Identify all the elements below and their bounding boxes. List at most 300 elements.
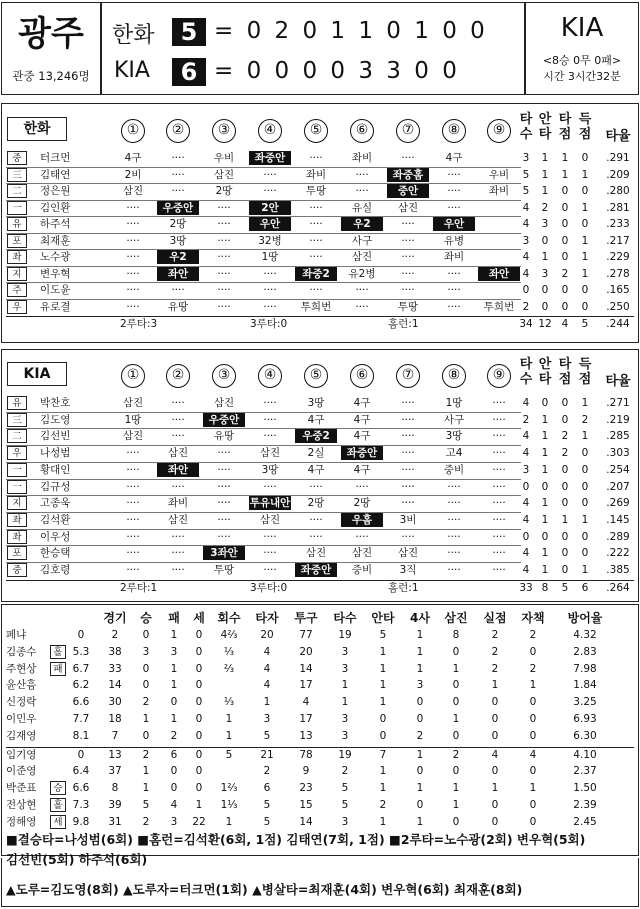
away-player-stat: 1 [581,251,589,263]
home-player-stat: 0 [581,463,589,476]
pitcher-stat: 23 [299,782,313,795]
home-at-bat-result: ···· [126,463,140,476]
pitcher-stat: 3 [263,713,271,725]
away-row-separator [6,167,521,168]
home-at-bat-result: ···· [447,497,461,510]
home-at-bat-result: 4구 [353,397,371,409]
pitcher-entry-inning: 8.1 [72,729,90,742]
home-at-bat-result: 1땅 [445,397,463,409]
home-at-bat-result: ···· [217,463,231,476]
pitcher-stat: 2 [379,799,387,811]
away-at-bat-result: 우2 [157,250,199,264]
home-at-bat-result: ···· [309,513,323,526]
away-at-bat-result: ···· [263,185,277,197]
home-row-separator [6,545,521,546]
pitcher-stat: 1 [452,799,460,811]
away-footer-item: 2루타:3 [120,318,158,330]
pitcher-stat: 1 [225,713,233,725]
away-inning-5: ⑤ [304,119,328,143]
home-player-avg: .269 [606,497,630,510]
pitcher-stat: 2 [452,748,460,761]
home-player-stat: 1 [541,513,549,526]
away-footer-item: 3루타:0 [250,318,288,330]
pitcher-stat: 21 [260,748,274,761]
home-player-name: 김선빈 [40,430,71,443]
home-player-position: 우 [7,446,27,460]
notes-line-3: ▲도루=김도영(8회) ▲도루자=터크먼(1회) ▲병살타=최재훈(4회) 변우혁(6회) 최재훈(8회) [6,882,523,897]
away-at-bat-result: 우비 [213,152,235,164]
home-at-bat-result: ···· [447,564,461,576]
away-at-bat-result: 우비 [488,168,510,181]
home-at-bat-result: 4구 [353,463,371,476]
home-player-avg: .222 [606,547,630,560]
home-at-bat-result: 3좌안 [203,546,245,560]
home-at-bat-result: ···· [263,397,277,409]
pitcher-stat: 13 [108,748,122,761]
pitcher-stat: 1 [263,696,271,709]
home-at-bat-result: ···· [171,564,185,576]
home-player-stat: 0 [541,480,549,493]
home-player-name: 이우성 [40,530,71,543]
pitcher-stat: 1⅓ [220,799,238,811]
pitcher-stat: 5 [263,729,271,742]
away-player-position: 우 [7,300,27,314]
home-player-position: 二 [7,429,27,443]
home-player-stat: 1 [581,513,589,526]
pitcher-name: 페냐 [6,629,27,641]
away-at-bat-result: ···· [217,218,231,230]
home-at-bat-result: ···· [447,480,461,493]
pitcher-stat: 1.50 [573,782,597,795]
home-stat-header-top-1: 안 [538,357,552,372]
home-at-bat-result: ···· [447,547,461,560]
away-runs-badge: 5 [172,18,206,46]
home-at-bat-result: ···· [401,430,415,443]
home-at-bat-result: 삼진 [213,397,235,409]
away-row-separator [6,200,521,201]
pitcher-stat: 2 [491,629,499,641]
pitcher-stat: 0 [452,696,460,709]
home-player-stat: 3 [522,463,530,476]
away-at-bat-result: ···· [355,284,369,296]
home-at-bat-result: 4구 [353,430,371,443]
home-at-bat-result: 투유내안 [249,497,291,510]
pitcher-stat: 0 [491,799,499,811]
away-inning-9: ⑨ [487,119,511,143]
away-inning-4: ④ [258,119,282,143]
home-at-bat-result: ···· [263,530,277,543]
home-player-stat: 1 [561,513,569,526]
pitching-header: 승 [140,611,152,625]
away-at-bat-result: 투희번 [300,300,332,313]
away-at-bat-result: 2비 [124,168,142,181]
home-player-name: 김석환 [40,513,71,526]
away-player-stat: 0 [581,218,589,230]
home-at-bat-result: ···· [401,480,415,493]
pitcher-stat: 4 [263,645,271,658]
home-total-stat: 33 [519,581,533,594]
away-at-bat-result: 우안 [433,217,475,231]
home-at-bat-result: ···· [126,547,140,560]
pitcher-stat: 1 [452,782,460,795]
away-player-avg: .291 [606,152,630,164]
home-team-name: KIA [114,58,150,83]
pitcher-entry-inning: 6.6 [72,696,90,709]
home-at-bat-result: 고4 [445,447,463,460]
home-at-bat-result: ···· [171,413,185,426]
away-at-bat-result: ···· [217,201,231,214]
pitcher-stat: 17 [299,713,313,725]
away-player-stat: 2 [541,201,549,214]
away-player-stat: 0 [561,185,569,197]
pitcher-stat: 0 [491,696,499,709]
away-at-bat-result: 우안 [249,217,291,231]
home-inning-9: ⑨ [487,364,511,388]
home-player-name: 한승택 [40,547,71,560]
pitching-header: 타수 [333,611,357,625]
home-at-bat-result: ···· [492,397,506,409]
home-at-bat-result: 삼진 [259,513,281,526]
home-at-bat-result: 좌중안 [295,563,337,577]
away-at-bat-result: 유병 [443,234,465,247]
home-at-bat-result: 삼진 [122,397,144,409]
away-stat-header-top-0: 타 [519,112,533,127]
pitcher-stat: 5 [379,629,387,641]
pitcher-stat: 0 [195,679,203,692]
away-player-avg: .250 [606,300,630,313]
home-at-bat-result: ···· [217,447,231,460]
away-total-avg: .244 [606,318,630,330]
pitcher-stat: 0 [452,765,460,778]
home-total-stat: 8 [541,581,549,594]
home-at-bat-result: 사구 [443,413,465,426]
venue: 광주 [18,14,84,54]
away-at-bat-result: ···· [401,267,415,280]
pitcher-stat: 0 [491,815,499,828]
away-at-bat-result: 좌중안 [249,151,291,165]
pitcher-stat: 7 [379,748,387,761]
pitcher-stat: 1 [416,815,424,828]
away-inning-7: ⑦ [396,119,420,143]
home-player-position: 유 [7,396,27,410]
away-player-stat: 1 [541,152,549,164]
home-at-bat-result: ···· [171,430,185,443]
pitcher-stat: 2 [263,765,271,778]
pitcher-stat: 1 [379,782,387,795]
away-at-bat-result: 삼진 [397,201,419,214]
pitcher-stat: 2 [529,629,537,641]
pitcher-stat: 5 [341,782,349,795]
pitcher-stat: 1 [491,679,499,692]
pitcher-stat: 14 [299,815,313,828]
pitcher-stat: 0 [170,765,178,778]
home-at-bat-result: ···· [492,413,506,426]
home-at-bat-result: ···· [492,447,506,460]
pitcher-stat: 15 [299,799,313,811]
away-row-separator [6,299,521,300]
home-at-bat-result: ···· [492,480,506,493]
home-at-bat-result: ···· [263,480,277,493]
away-at-bat-result: ···· [447,201,461,214]
away-at-bat-result: 삼진 [122,185,144,197]
away-at-bat-result: ···· [126,201,140,214]
home-team-label: KIA [7,362,67,386]
away-at-bat-result: 좌중2 [295,267,337,281]
away-player-name: 정은원 [40,185,71,197]
home-inning-5: ⑤ [304,364,328,388]
away-footer-item: 홈런:1 [388,318,419,330]
pitching-header: 안타 [371,611,395,625]
home-at-bat-result: 2실 [307,447,325,460]
pitcher-stat: 0 [529,815,537,828]
pitcher-entry-inning: 6.2 [72,679,90,692]
pitcher-stat: 3 [341,662,349,675]
pitcher-stat: 6 [263,782,271,795]
away-row-separator [6,233,521,234]
home-at-bat-result: ···· [492,463,506,476]
pitching-header: 4사 [410,611,430,625]
home-total-stat: 6 [581,581,589,594]
pitcher-stat: 1 [529,679,537,692]
pitcher-stat: 0 [142,729,150,742]
pitcher-stat: 1 [341,696,349,709]
away-total-stat: 12 [538,318,552,330]
away-player-stat: 1 [541,251,549,263]
away-row-separator [6,266,521,267]
away-at-bat-result: ···· [217,284,231,296]
pitcher-stat: 13 [299,729,313,742]
home-footer-item: 3루타:0 [250,581,288,594]
home-player-stat: 1 [581,564,589,576]
pitcher-stat: 3 [341,713,349,725]
pitcher-stat: ⅓ [223,696,235,709]
pitcher-stat: 4⅔ [220,629,238,641]
home-at-bat-result: 삼진 [167,513,189,526]
pitcher-stat: 1 [529,782,537,795]
pitcher-stat: 8 [452,629,460,641]
pitcher-stat: 0 [416,713,424,725]
pitcher-stat: 2 [491,662,499,675]
home-row-separator [6,428,521,429]
pitcher-stat: 0 [379,713,387,725]
away-stat-header-bottom-0: 수 [519,127,533,142]
away-player-stat: 1 [561,168,569,181]
pitcher-stat: 3.25 [573,696,597,709]
home-footer-item: 2루타:1 [120,581,158,594]
pitcher-name: 신정락 [6,696,37,709]
home-player-stat: 0 [561,397,569,409]
home-at-bat-result: ···· [217,480,231,493]
pitcher-stat: 37 [108,765,122,778]
home-player-position: 一 [7,463,27,477]
home-at-bat-result: ···· [126,530,140,543]
away-player-position: 一 [7,201,27,215]
home-at-bat-result: 3땅 [445,430,463,443]
away-player-name: 하주석 [40,218,71,230]
pitcher-stat: 1 [195,799,203,811]
home-at-bat-result: 삼진 [259,447,281,460]
home-player-stat: 4 [522,513,530,526]
away-at-bat-result: 3땅 [169,234,187,247]
home-total-avg: .264 [606,581,630,594]
away-player-stat: 2 [561,267,569,280]
winner-record: <8승 0무 0패> [542,54,622,67]
pitcher-stat: 4.10 [573,748,597,761]
home-stat-header-bottom-0: 수 [519,372,533,387]
home-player-stat: 0 [581,480,589,493]
pitcher-name: 박준표 [6,782,37,795]
pitcher-stat: 1 [170,629,178,641]
away-at-bat-result: ···· [217,300,231,313]
home-player-stat: 4 [522,397,530,409]
away-stat-header-top-3: 득 [578,112,592,127]
pitcher-stat: 18 [108,713,122,725]
home-player-stat: 0 [541,397,549,409]
away-at-bat-result: ···· [309,251,323,263]
home-player-stat: 1 [541,430,549,443]
pitching-header: 삼진 [444,611,468,625]
pitcher-stat: 1 [142,713,150,725]
pitcher-stat: 0 [491,713,499,725]
pitcher-stat: 3 [170,645,178,658]
pitcher-stat: 19 [338,629,352,641]
home-at-bat-result: ···· [126,497,140,510]
pitcher-stat: 0 [452,815,460,828]
home-row-separator [6,462,521,463]
away-at-bat-result: ···· [217,234,231,247]
away-total-stat: 5 [581,318,589,330]
away-player-name: 김인환 [40,201,71,214]
home-player-stat: 4 [522,430,530,443]
home-player-avg: .385 [606,564,630,576]
home-player-stat: 4 [522,447,530,460]
away-stat-header-bottom-3: 점 [578,127,592,142]
pitcher-name: 김종수 [6,645,37,658]
home-at-bat-result: 3직 [399,564,417,576]
home-player-stat: 0 [581,547,589,560]
away-player-stat: 4 [522,267,530,280]
away-at-bat-result: ···· [447,284,461,296]
pitcher-stat: 1 [416,662,424,675]
pitcher-stat: 1 [170,713,178,725]
pitching-header: 경기 [103,611,127,625]
pitcher-stat: 0 [195,765,203,778]
pitcher-stat: 77 [299,629,313,641]
pitcher-decision-badge: 패 [50,662,66,676]
away-at-bat-result: ···· [355,185,369,197]
pitcher-entry-inning: 0 [77,629,85,641]
home-at-bat-result: 삼진 [167,447,189,460]
notes-line-2: 김선빈(5회) 하주석(6회) [6,852,148,867]
home-player-stat: 1 [541,447,549,460]
away-at-bat-result: ···· [355,300,369,313]
pitcher-stat: 2.45 [573,815,597,828]
home-player-position: 좌 [7,513,27,527]
pitcher-stat: 0 [142,679,150,692]
home-player-stat: 0 [541,530,549,543]
home-at-bat-result: ···· [401,447,415,460]
home-inning-3: ③ [212,364,236,388]
pitcher-entry-inning: 6.7 [72,662,90,675]
pitcher-stat: 3 [341,645,349,658]
away-at-bat-result: ···· [447,185,461,197]
away-player-stat: 0 [561,201,569,214]
pitcher-stat: 1 [452,713,460,725]
pitcher-stat: 0 [195,713,203,725]
away-at-bat-result: 유실 [351,201,373,214]
home-player-stat: 2 [522,413,530,426]
away-at-bat-result: 2안 [249,201,291,215]
pitcher-entry-inning: 0 [77,748,85,761]
home-player-stat: 0 [581,497,589,510]
pitching-header: 타자 [255,611,279,625]
pitcher-stat: 0 [529,713,537,725]
away-at-bat-result: 좌안 [157,267,199,281]
home-at-bat-result: 좌안 [157,463,199,477]
pitcher-stat: 1 [416,645,424,658]
away-at-bat-result: 1땅 [261,251,279,263]
away-at-bat-result: ···· [126,234,140,247]
pitching-header: 투구 [294,611,318,625]
home-at-bat-result: ···· [492,513,506,526]
away-player-stat: 0 [561,218,569,230]
away-at-bat-result: 좌비 [443,251,465,263]
away-at-bat-result: 32병 [258,234,282,247]
pitcher-stat: 1.84 [573,679,597,692]
home-player-stat: 4 [522,564,530,576]
away-at-bat-result: ···· [401,152,415,164]
home-player-name: 김규성 [40,480,71,493]
pitcher-stat: 0 [452,645,460,658]
pitching-header: 실점 [483,611,507,625]
away-player-name: 노수광 [40,251,71,263]
pitcher-stat: 2 [416,729,424,742]
away-team-label: 한화 [7,117,67,141]
pitcher-stat: 22 [192,815,206,828]
away-player-avg: .281 [606,201,630,214]
pitcher-stat: 2 [341,765,349,778]
away-player-stat: 1 [581,267,589,280]
away-player-name: 유로결 [40,300,71,313]
home-at-bat-result: 삼진 [122,430,144,443]
home-at-bat-result: ···· [401,530,415,543]
away-at-bat-result: 좌비 [351,152,373,164]
away-team-name: 한화 [112,23,155,48]
away-at-bat-result: 우2 [341,217,383,231]
away-at-bat-result: ···· [126,218,140,230]
away-at-bat-result: ···· [126,267,140,280]
away-player-stat: 0 [581,284,589,296]
away-at-bat-result: ···· [126,284,140,296]
pitcher-stat: 0 [170,696,178,709]
home-player-position: 一 [7,480,27,494]
home-at-bat-result: ···· [126,564,140,576]
pitcher-stat: 1 [416,748,424,761]
pitcher-stat: 2.39 [573,799,597,811]
home-at-bat-result: 좌비 [167,497,189,510]
home-player-stat: 1 [581,397,589,409]
pitcher-stat: 14 [108,679,122,692]
pitcher-name: 이준영 [6,765,37,778]
away-at-bat-result: 투땅 [305,185,327,197]
pitcher-stat: 1 [170,679,178,692]
away-player-position: 주 [7,283,27,297]
pitcher-stat: 1 [452,662,460,675]
home-player-name: 박찬호 [40,397,71,409]
home-player-stat: 1 [541,547,549,560]
away-at-bat-result: ···· [401,251,415,263]
home-player-stat: 4 [522,497,530,510]
